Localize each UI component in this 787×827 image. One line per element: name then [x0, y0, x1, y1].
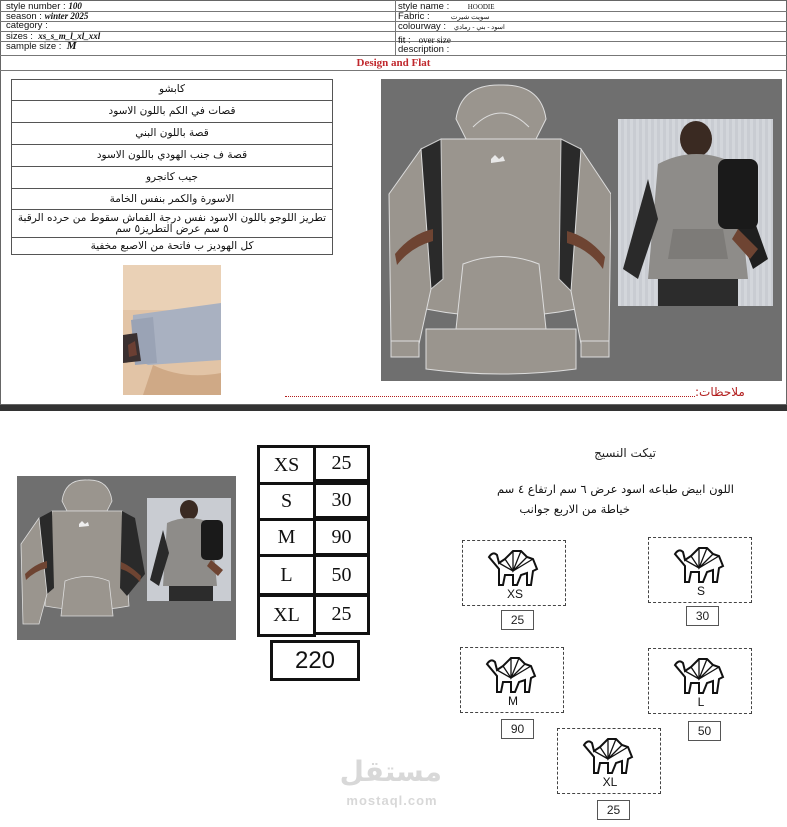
description-label: description : — [398, 44, 450, 55]
tag-size-label: M — [508, 694, 518, 708]
fit-label: fit : — [398, 35, 411, 46]
watermark-latin: mostaql.com — [346, 793, 438, 808]
style-number-value: 100 — [68, 1, 82, 11]
size-cell-xl: XL — [257, 594, 316, 637]
style-name-value: HOODIE — [467, 3, 495, 11]
colourway-field — [398, 22, 505, 33]
category-label: category : — [6, 20, 48, 31]
colourway-value: اسود - بني - رمادي — [453, 24, 505, 31]
grid-line — [0, 11, 787, 12]
sample-size-label: sample size : — [6, 41, 62, 52]
tag-size-label: L — [697, 695, 705, 709]
grid-line — [0, 55, 787, 56]
label-spec-line2: خياطة من الاربع جوانب — [519, 502, 630, 516]
spec-item: تطريز اللوجو باللون الاسود نفس درجة القماش سقوط من حرده الرقبة ٥ سم عرض التطريز٥ سم — [11, 210, 333, 238]
style-name-label: style name : — [398, 1, 450, 12]
grid-line — [0, 31, 787, 32]
colourway-label: colourway : — [398, 21, 447, 32]
fit-value: over size — [418, 35, 451, 45]
watermark-arabic: مستقل — [339, 755, 442, 788]
spec-item: كل الهوديز ب فاتحة من الاصبع مخفية — [11, 238, 333, 255]
qty-cell-s: 30 — [313, 482, 370, 519]
breakdown-photo-panel — [17, 476, 236, 640]
tag-size-label: S — [696, 584, 705, 598]
tag-size-label: XS — [506, 587, 523, 601]
size-cell-m: M — [257, 518, 316, 557]
camel-logo-icon — [485, 545, 545, 587]
camel-logo-icon — [671, 653, 731, 695]
grid-line — [395, 0, 396, 55]
model-photo — [618, 119, 773, 306]
sample-size-field — [6, 41, 77, 52]
grid-line — [0, 41, 787, 42]
camel-logo-icon — [580, 733, 640, 775]
spec-item: قصة ف جنب الهودي باللون الاسود — [11, 145, 333, 167]
fabric-value: سويت شيرت — [450, 14, 490, 21]
sleeve-detail-photo — [123, 265, 221, 395]
sizes-value: xs_s_m_l_xl_xxl — [38, 31, 101, 41]
size-tag-s — [648, 537, 752, 603]
tag-qty-l: 50 — [688, 721, 721, 741]
sample-size-value: M — [66, 40, 77, 52]
sizes-label: sizes : — [6, 31, 33, 42]
qty-cell-l: 50 — [313, 554, 370, 596]
spec-item: قصات في الكم باللون الاسود — [11, 101, 333, 123]
size-cell-s: S — [257, 482, 316, 521]
category-field — [6, 21, 48, 31]
notes-dots — [285, 390, 695, 397]
label-section-title: تيكت النسيج — [594, 446, 656, 460]
fabric-label: Fabric : — [398, 11, 430, 22]
total-cell: 220 — [270, 640, 360, 681]
camel-logo-icon — [483, 652, 543, 694]
season-value: winter 2025 — [44, 11, 89, 21]
spec-item: جيب كانجرو — [11, 167, 333, 189]
design-flat-panel — [381, 79, 782, 381]
tag-qty-xs: 25 — [501, 610, 534, 630]
tag-qty-s: 30 — [686, 606, 719, 626]
grid-line — [0, 21, 787, 22]
page-separator — [0, 405, 787, 411]
spec-list-edge — [11, 79, 12, 255]
size-tag-xs — [462, 540, 566, 606]
size-cell-l: L — [257, 554, 316, 596]
size-tag-m — [460, 647, 564, 713]
spec-item: الاسورة والكمر بنفس الخامة — [11, 189, 333, 210]
tag-size-label: XL — [602, 775, 618, 789]
style-number-label: style number : — [6, 1, 66, 12]
spec-item: قصة باللون البني — [11, 123, 333, 145]
qty-cell-xl: 25 — [313, 594, 370, 635]
qty-cell-xs: 25 — [313, 445, 370, 482]
label-spec-line1: اللون ابيض طباعه اسود عرض ٦ سم ارتفاع ٤ سم — [496, 482, 734, 496]
size-tag-xl — [557, 728, 661, 794]
qty-cell-m: 90 — [313, 518, 370, 556]
description-field — [398, 45, 449, 55]
size-tag-l — [648, 648, 752, 714]
camel-logo-icon — [671, 542, 731, 584]
size-cell-xs: XS — [257, 445, 316, 485]
hoodie-flat-sketch — [381, 79, 611, 381]
spec-item: كابشو — [11, 79, 333, 101]
season-label: season : — [6, 11, 42, 22]
section-title: Design and Flat — [356, 57, 431, 69]
grid-line — [0, 70, 787, 71]
tag-qty-m: 90 — [501, 719, 534, 739]
tag-qty-xl: 25 — [597, 800, 630, 820]
notes-label: ملاحظات: — [695, 385, 745, 399]
